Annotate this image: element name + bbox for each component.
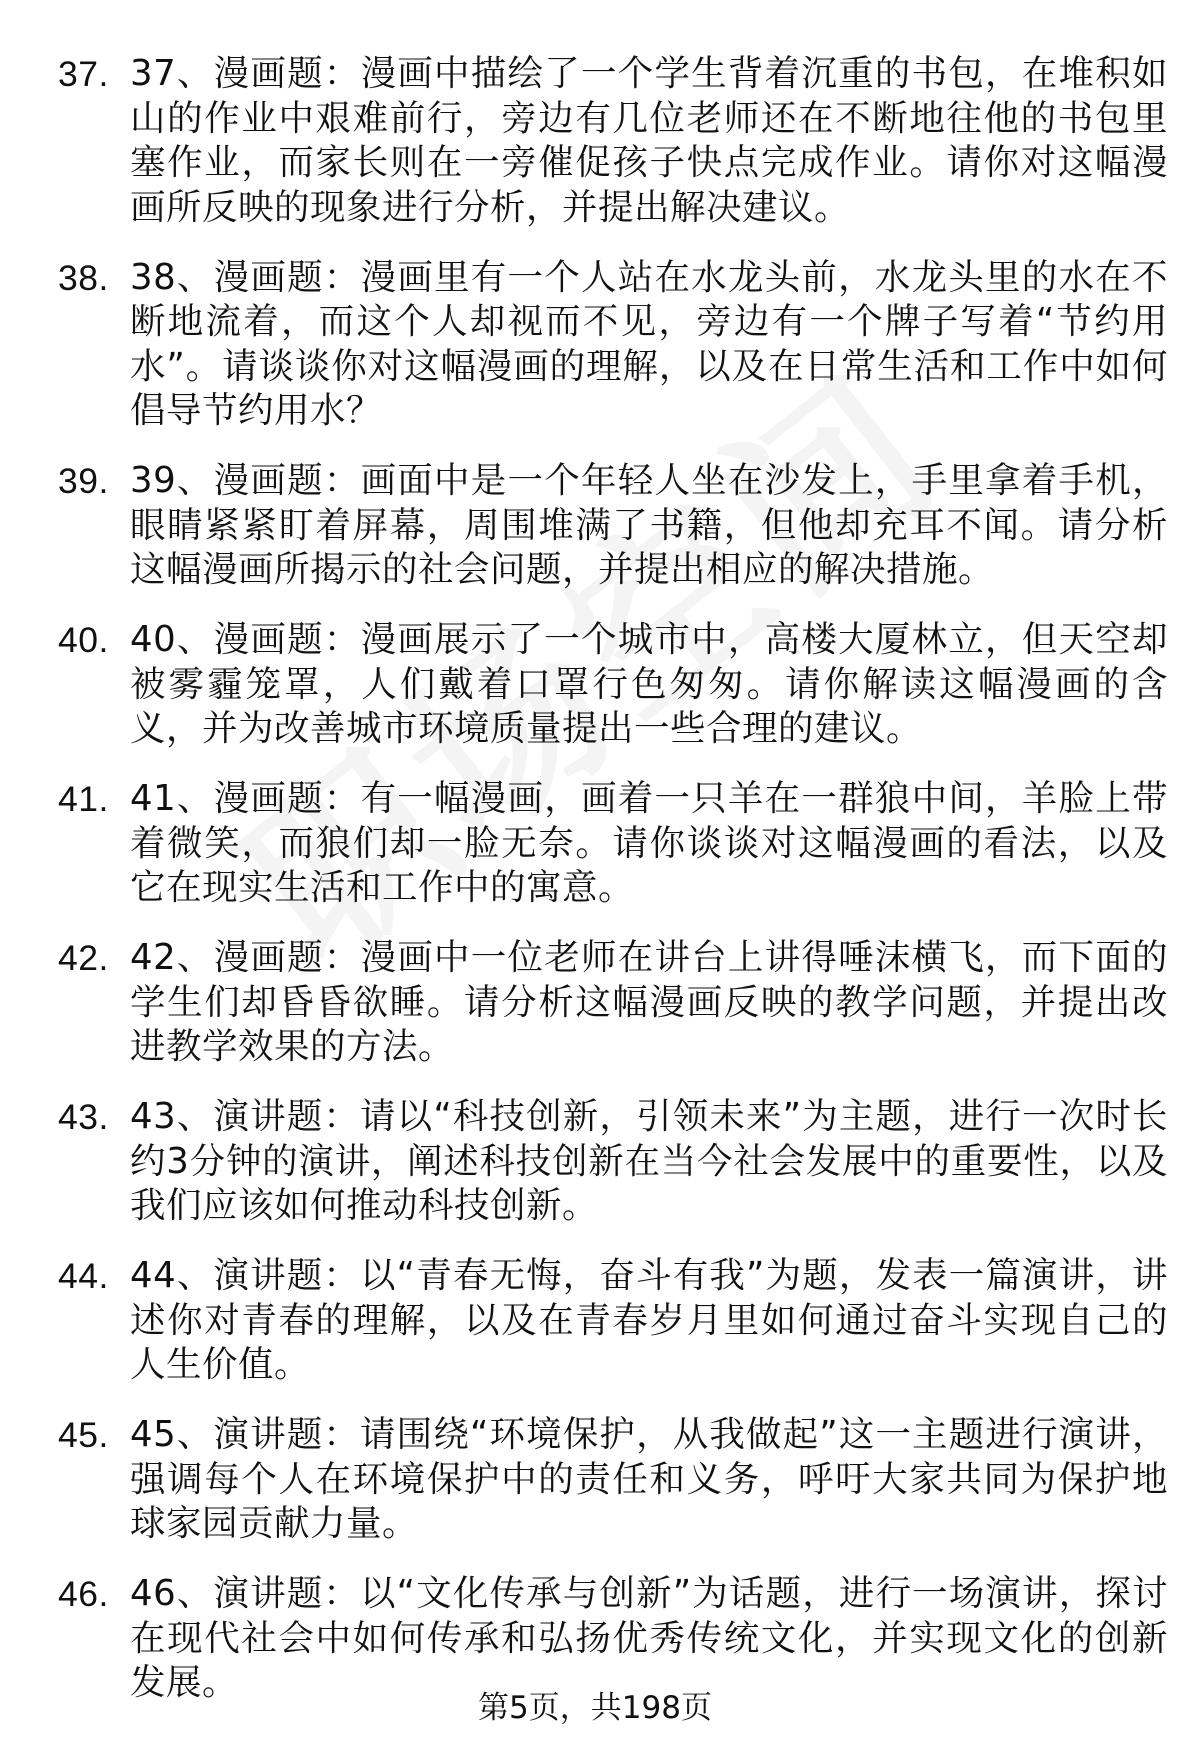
question-item xyxy=(58,256,1168,434)
question-text: 39、漫画题：画面中是一个年轻人坐在沙发上，手里拿着手机，眼睛紧紧盯着屏幕，周围堆满了书籍，但他却充耳不闻。请分析这幅漫画所揭示的社会问题，并提出相应的解决措施。 xyxy=(130,460,1168,590)
question-item xyxy=(58,52,1168,230)
question-number: 44. xyxy=(58,1256,109,1296)
question-text: 45、演讲题：请围绕“环境保护，从我做起”这一主题进行演讲，强调每个人在环境保护中的责任和义务，呼吁大家共同为保护地球家园贡献力量。 xyxy=(130,1414,1168,1544)
question-text: 41、漫画题：有一幅漫画，画着一只羊在一群狼中间，羊脸上带着微笑，而狼们却一脸无奈。请你谈谈对这幅漫画的看法，以及它在现实生活和工作中的寓意。 xyxy=(130,778,1168,908)
question-item xyxy=(58,459,1168,593)
question-number: 38. xyxy=(58,257,109,298)
question-list xyxy=(58,52,1168,1731)
question-text: 43、演讲题：请以“科技创新，引领未来”为主题，进行一次时长约3分钟的演讲，阐述科技创新在当今社会发展中的重要性，以及我们应该如何推动科技创新。 xyxy=(130,1096,1168,1226)
question-item xyxy=(58,1254,1168,1388)
question-text: 46、演讲题：以“文化传承与创新”为话题，进行一场演讲，探讨在现代社会中如何传承和弘扬优秀传统文化，并实现文化的创新发展。 xyxy=(130,1573,1168,1703)
question-item xyxy=(58,618,1168,752)
question-number: 43. xyxy=(58,1097,109,1137)
question-item xyxy=(58,1572,1168,1706)
question-text: 37、漫画题：漫画中描绘了一个学生背着沉重的书包，在堆积如山的作业中艰难前行，旁边有几位老师还在不断地往他的书包里塞作业，而家长则在一旁催促孩子快点完成作业。请你对这幅漫画所反映的现象进行分析，并提出解决建议。 xyxy=(130,53,1168,228)
question-number: 39. xyxy=(58,461,109,501)
question-text: 38、漫画题：漫画里有一个人站在水龙头前，水龙头里的水在不断地流着，而这个人却视而不见，旁边有一个牌子写着“节约用水”。请谈谈你对这幅漫画的理解，以及在日常生活和工作中如何倡导节约用水？ xyxy=(130,256,1168,431)
question-number: 42. xyxy=(58,938,109,978)
question-text: 42、漫画题：漫画中一位老师在讲台上讲得唾沫横飞，而下面的学生们却昏昏欲睡。请分析这幅漫画反映的教学问题，并提出改进教学效果的方法。 xyxy=(130,937,1168,1067)
question-number: 41. xyxy=(58,779,109,819)
question-number: 37. xyxy=(58,54,109,94)
question-text: 44、演讲题：以“青春无悔，奋斗有我”为题，发表一篇演讲，讲述你对青春的理解，以及在青春岁月里如何通过奋斗实现自己的人生价值。 xyxy=(130,1255,1168,1385)
question-item xyxy=(58,777,1168,911)
question-item xyxy=(58,936,1168,1070)
question-number: 40. xyxy=(58,620,109,660)
page-number: 第5页，共198页 xyxy=(478,1690,712,1726)
question-number: 45. xyxy=(58,1415,109,1455)
question-text: 40、漫画题：漫画展示了一个城市中，高楼大厦林立，但天空却被雾霾笼罩，人们戴着口罩行色匆匆。请你解读这幅漫画的含义，并为改善城市环境质量提出一些合理的建议。 xyxy=(130,619,1168,749)
question-item xyxy=(58,1413,1168,1547)
question-number: 46. xyxy=(58,1574,109,1614)
question-item xyxy=(58,1095,1168,1229)
